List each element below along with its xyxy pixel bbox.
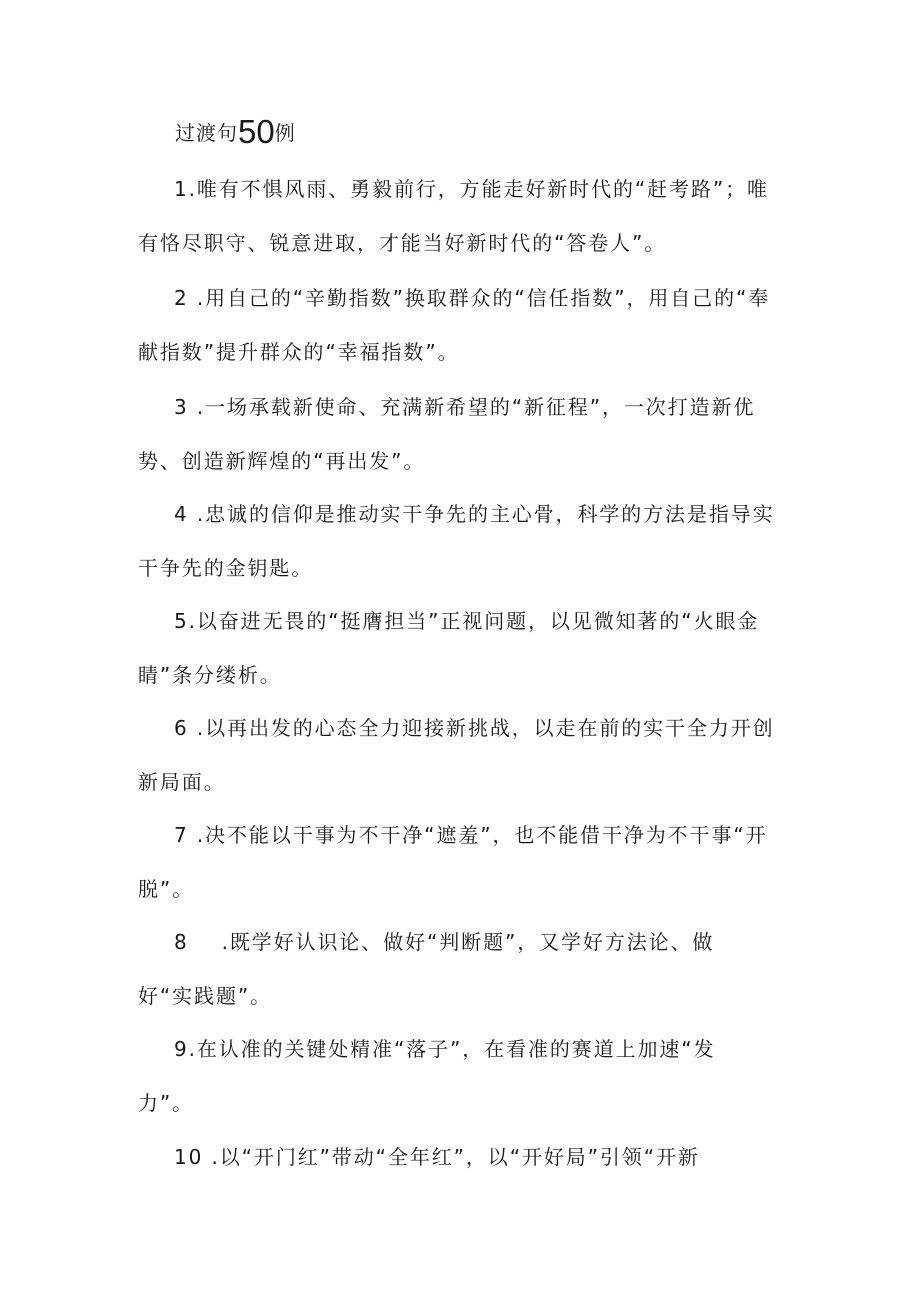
paragraph-8 xyxy=(138,915,788,1023)
paragraph-line: 2 .用自己的“辛勤指数”换取群众的“信任指数”，用自己的“奉 xyxy=(174,286,771,310)
paragraph-line: 脱”。 xyxy=(138,877,195,901)
paragraph-7 xyxy=(138,808,788,916)
paragraph-line: 势、创造新辉煌的“再出发”。 xyxy=(138,449,426,473)
paragraph-line: 5.以奋进无畏的“挺膺担当”正视问题，以见微知著的“火眼金 xyxy=(174,609,760,633)
paragraph-3 xyxy=(138,380,788,488)
paragraph-line: 7 .决不能以干事为不干净“遮羞”，也不能借干净为不干事“开 xyxy=(174,823,768,847)
title-suffix: 例 xyxy=(274,121,296,145)
paragraph-line: 好“实践题”。 xyxy=(138,984,273,1008)
paragraph-5 xyxy=(138,594,788,702)
paragraph-line: 3 .一场承载新使命、充满新希望的“新征程”，一次打造新优 xyxy=(174,395,756,419)
document-title xyxy=(175,112,296,153)
paragraph-line: 力”。 xyxy=(138,1091,195,1115)
paragraph-line: 10 .以“开门红”带动“全年红”，以“开好局”引领“开新 xyxy=(174,1145,700,1169)
paragraph-6 xyxy=(138,701,788,809)
paragraph-9 xyxy=(138,1022,788,1130)
paragraph-line: 6 .以再出发的心态全力迎接新挑战，以走在前的实干全力开创 xyxy=(174,716,775,740)
paragraph-line: 1.唯有不惧风雨、勇毅前行，方能走好新时代的“赶考路”；唯 xyxy=(174,177,769,201)
paragraph-line: 干争先的金钥匙。 xyxy=(138,556,314,580)
paragraph-1 xyxy=(138,162,788,270)
paragraph-line: 新局面。 xyxy=(138,770,226,794)
title-prefix: 过渡句 xyxy=(175,121,238,145)
paragraph-line: 睛”条分缕析。 xyxy=(138,663,282,687)
paragraph-10 xyxy=(138,1130,788,1184)
paragraph-line: 4 .忠诚的信仰是推动实干争先的主心骨，科学的方法是指导实 xyxy=(174,502,775,526)
paragraph-line: 8 .既学好认识论、做好“判断题”，又学好方法论、做 xyxy=(174,930,715,954)
paragraph-2 xyxy=(138,271,788,379)
paragraph-line: 献指数”提升群众的“幸福指数”。 xyxy=(138,340,460,364)
title-number: 50 xyxy=(238,113,275,150)
paragraph-line: 有恪尽职守、锐意进取，才能当好新时代的“答卷人”。 xyxy=(138,231,667,255)
paragraph-4 xyxy=(138,487,788,595)
paragraph-line: 9.在认准的关键处精准“落子”，在看准的赛道上加速“发 xyxy=(174,1037,716,1061)
